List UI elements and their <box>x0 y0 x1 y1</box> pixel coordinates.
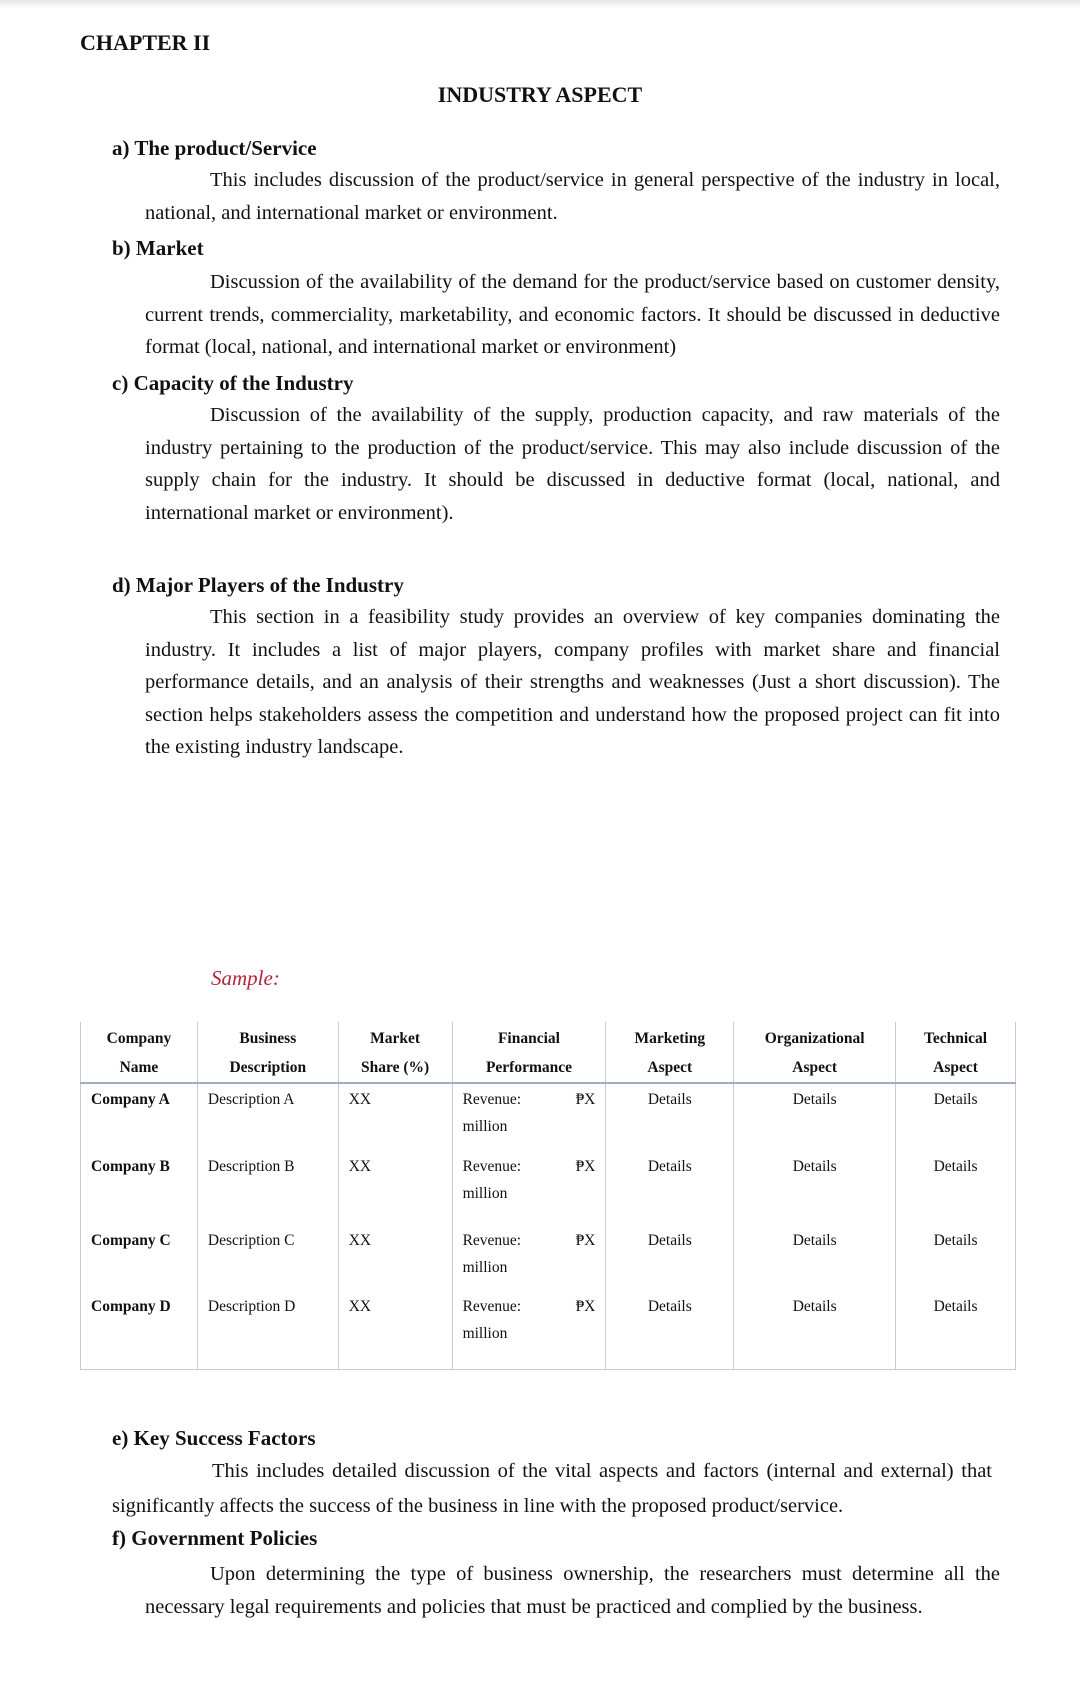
cell-market-share: XX <box>338 1225 452 1291</box>
cell-financial: Revenue: ₱X million <box>452 1291 606 1369</box>
header-organizational-aspect: Organizational Aspect <box>734 1022 896 1083</box>
cell-organizational: Details <box>734 1151 896 1225</box>
cell-technical: Details <box>896 1225 1016 1291</box>
cell-description: Description B <box>197 1151 338 1225</box>
cell-company: Company D <box>81 1291 198 1369</box>
cell-company: Company B <box>81 1151 198 1225</box>
cell-market-share: XX <box>338 1151 452 1225</box>
cell-financial: Revenue: ₱X million <box>452 1151 606 1225</box>
paragraph-text: This includes discussion of the product/service in general perspective of the industry in local, national, and international market or environment. <box>145 169 1000 224</box>
table-header-row <box>81 1022 1016 1083</box>
sample-label: Sample: <box>211 966 280 990</box>
header-business-description: Business Description <box>197 1022 338 1083</box>
table-row <box>81 1083 1016 1151</box>
section-body-product-service <box>145 164 1000 229</box>
section-body-market <box>145 266 1000 364</box>
section-heading-major-players: d) Major Players of the Industry <box>112 573 404 597</box>
section-heading-market: b) Market <box>112 236 204 260</box>
table-row <box>81 1151 1016 1225</box>
cell-marketing: Details <box>606 1225 734 1291</box>
cell-organizational: Details <box>734 1083 896 1151</box>
cell-description: Description A <box>197 1083 338 1151</box>
header-marketing-aspect: Marketing Aspect <box>606 1022 734 1083</box>
paragraph-text: Upon determining the type of business ownership, the researchers must determine all the necessary legal requirements and policies that must be practiced and complied by the business. <box>145 1563 1000 1618</box>
page-top-shadow <box>0 0 1080 8</box>
cell-technical: Details <box>896 1151 1016 1225</box>
section-heading-government-policies: f) Government Policies <box>112 1526 318 1550</box>
cell-technical: Details <box>896 1083 1016 1151</box>
cell-market-share: XX <box>338 1291 452 1369</box>
chapter-label: CHAPTER II <box>80 30 211 55</box>
section-body-major-players <box>145 601 1000 764</box>
section-body-government-policies <box>145 1558 1000 1623</box>
major-players-table <box>80 1022 1016 1370</box>
cell-organizational: Details <box>734 1291 896 1369</box>
header-market-share: Market Share (%) <box>338 1022 452 1083</box>
table-row <box>81 1225 1016 1291</box>
cell-marketing: Details <box>606 1151 734 1225</box>
section-heading-capacity: c) Capacity of the Industry <box>112 371 354 395</box>
cell-organizational: Details <box>734 1225 896 1291</box>
page-title: INDUSTRY ASPECT <box>437 82 643 107</box>
cell-marketing: Details <box>606 1083 734 1151</box>
table-row <box>81 1291 1016 1369</box>
cell-description: Description C <box>197 1225 338 1291</box>
section-body-capacity <box>145 399 1000 529</box>
header-company-name: Company Name <box>81 1022 198 1083</box>
cell-company: Company C <box>81 1225 198 1291</box>
cell-company: Company A <box>81 1083 198 1151</box>
section-heading-product-service: a) The product/Service <box>112 136 317 160</box>
paragraph-text: Discussion of the availability of the supply, production capacity, and raw materials of the industry pertaining to the production of the product/service. This may also include discussion of the supply chain for the industry. It should be discussed in deductive format (local, national, and international market or environment). <box>145 404 1000 524</box>
header-technical-aspect: Technical Aspect <box>896 1022 1016 1083</box>
header-financial-performance: Financial Performance <box>452 1022 606 1083</box>
cell-financial: Revenue: ₱X million <box>452 1083 606 1151</box>
paragraph-text: This section in a feasibility study provides an overview of key companies dominating the industry. It includes a list of major players, company profiles with market share and financial performance details, and an analysis of their strengths and weaknesses (Just a short discussion). The section helps stakeholders assess the competition and understand how the proposed project can fit into the existing industry landscape. <box>145 606 1000 758</box>
paragraph-text: This includes detailed discussion of the vital aspects and factors (internal and external) that significantly affects the success of the business in line with the proposed product/service. <box>112 1460 992 1517</box>
cell-financial: Revenue: ₱X million <box>452 1225 606 1291</box>
section-body-key-success <box>112 1454 992 1524</box>
cell-technical: Details <box>896 1291 1016 1369</box>
section-heading-key-success: e) Key Success Factors <box>112 1426 316 1450</box>
paragraph-text: Discussion of the availability of the demand for the product/service based on customer density, current trends, commerciality, marketability, and economic factors. It should be discussed in deductive format (local, national, and international market or environment) <box>145 271 1000 358</box>
cell-description: Description D <box>197 1291 338 1369</box>
cell-marketing: Details <box>606 1291 734 1369</box>
cell-market-share: XX <box>338 1083 452 1151</box>
